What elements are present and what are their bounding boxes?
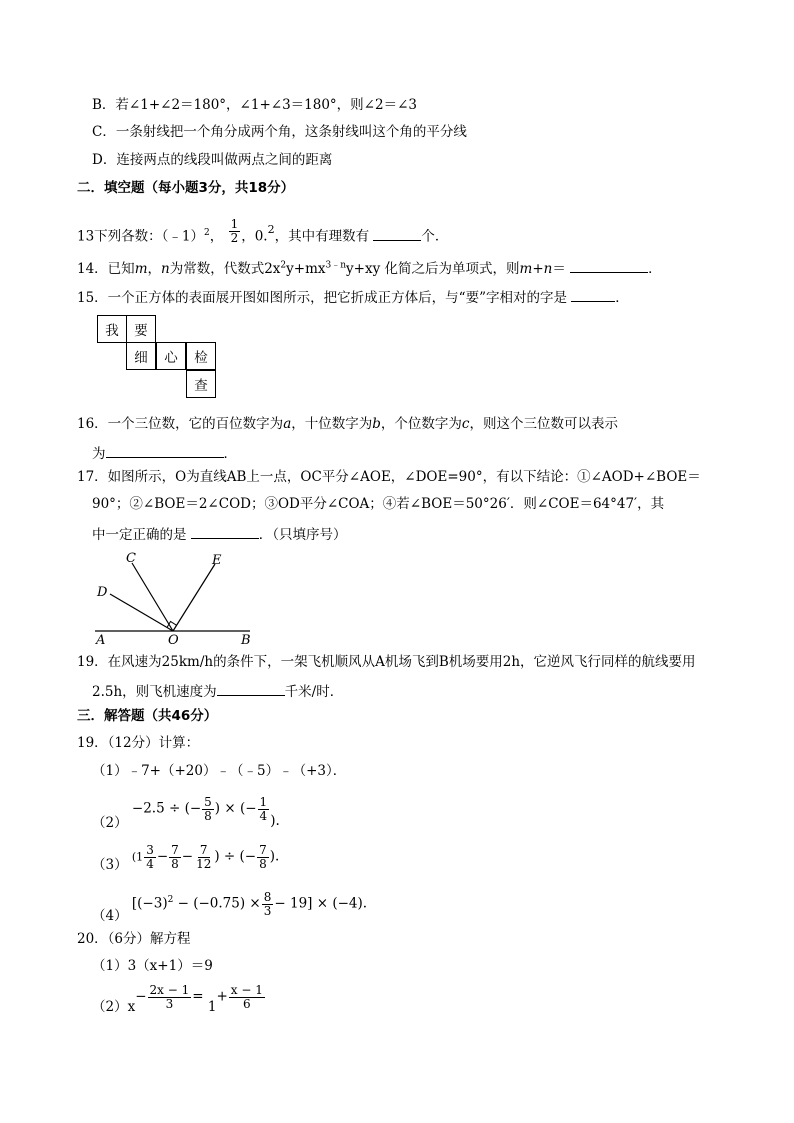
question-19-part4: （4） [$(-3)^2 - (-0.75)$ × $\frac{8}{3}$ − 19] × (−4). — [92, 890, 368, 924]
net-cell: 检 — [186, 342, 216, 370]
question-17-line3: 中一定正确的是 ．（只填序号） — [92, 527, 347, 543]
label-a: A — [96, 633, 106, 648]
label-e: E — [212, 553, 222, 568]
option-d: D．连接两点的线段叫做两点之间的距离 — [92, 152, 333, 168]
section-answer-heading: 三．解答题（共46分） — [77, 708, 218, 724]
ray-oc — [132, 563, 173, 631]
question-20-part1: （1）3（x+1）＝9 — [92, 958, 213, 974]
question-19-part1: （1）﹣7+（+20）﹣（﹣5）﹣（+3）． — [92, 763, 347, 779]
net-cell: 细 — [126, 342, 156, 370]
ray-od — [110, 594, 173, 631]
net-cell: 心 — [156, 342, 186, 370]
question-20-part2: （2）x− $\frac{2x - 1}{3}$ = 1+ $\frac{x - 1}{6}$ — [92, 983, 263, 1015]
option-c: C．一条射线把一个角分成两个角，这条射线叫这个角的平分线 — [92, 124, 467, 140]
question-17-line2: 90°；②∠BOE＝2∠COD；③OD平分∠COA；④若∠BOE＝50°26′．则∠COE＝64°47′，其 — [92, 496, 665, 512]
question-19-title: 19．（12分）计算： — [77, 735, 200, 751]
question-15: 15．一个正方体的表面展开图如图所示，把它折成正方体后，与“要”字相对的字是 ． — [77, 290, 629, 306]
answer-blank[interactable] — [571, 289, 615, 302]
ray-oe — [173, 564, 215, 631]
question-17-line1: 17．如图所示，O为直线AB上一点，OC平分∠AOE，∠DOE=90°，有以下结论：①∠AOD+∠BOE＝ — [77, 469, 701, 485]
answer-blank[interactable] — [191, 526, 259, 539]
question-19-part3: （3） (1 $\frac{3}{4}$ − $\frac{7}{8}$ − $\frac{7}{12}$ ) ÷ (− $\frac{7}{8}$ ). — [92, 843, 280, 873]
answer-blank[interactable] — [217, 683, 285, 696]
question-19-part2: （2） −2.5 ÷ (− $\frac{5}{8}$ ) × (− $\frac{1}{4}$ ). — [92, 795, 280, 831]
question-19-wind-line2: 2.5h，则飞机速度为 千米/时． — [92, 684, 344, 700]
label-o: O — [168, 633, 179, 648]
question-14: 14．已知m，n为常数，代数式$2x^2y+mx^{3﹣n}y+xy$ 化简之后为单项式，则m+n＝ ． — [77, 260, 662, 277]
answer-blank[interactable] — [373, 228, 421, 241]
net-cell: 查 — [186, 370, 216, 398]
answer-blank[interactable] — [570, 260, 648, 273]
question-20-title: 20．（6分）解方程 — [77, 931, 191, 947]
label-b: B — [241, 633, 251, 648]
label-d: D — [97, 585, 108, 600]
option-b: B．若∠1+∠2＝180°，∠1+∠3＝180°，则∠2＝∠3 — [92, 97, 417, 113]
cube-net-figure — [97, 315, 227, 405]
angle-figure — [90, 548, 260, 648]
answer-blank[interactable] — [106, 445, 224, 458]
net-cell: 我 — [97, 315, 127, 343]
section-fill-blank-heading: 二．填空题（每小题3分，共18分） — [77, 180, 295, 196]
question-16-line2: 为 ． — [92, 446, 237, 462]
label-c: C — [126, 551, 136, 566]
question-16-line1: 16．一个三位数，它的百位数字为a，十位数字为b，个位数字为c，则这个三位数可以表示 — [77, 416, 618, 432]
question-13: 13下列各数：（﹣1）$^2$， $\frac{1}{2}$ ，0.$^2$，其中有理数有 个． — [77, 217, 449, 245]
net-cell: 要 — [126, 315, 156, 343]
question-19-wind-line1: 19．在风速为25km/h的条件下，一架飞机顺风从A机场飞到B机场要用2h，它逆风飞行同样的航线要用 — [77, 654, 696, 670]
